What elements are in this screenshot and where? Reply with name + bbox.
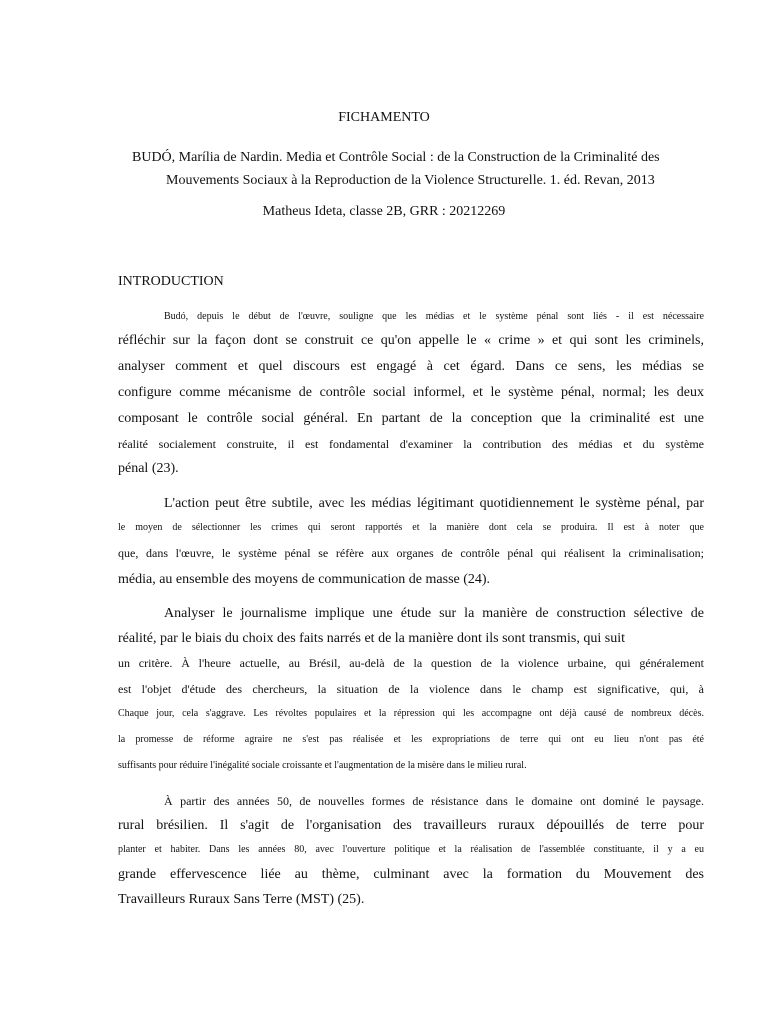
text-line: composant le contrôle social général. En partant de la conception que la criminalité est une xyxy=(118,411,704,426)
text-line: L'action peut être subtile, avec les médias légitimant quotidiennement le système pénal, par xyxy=(164,496,704,511)
text-line: Analyser le journalisme implique une étude sur la manière de construction sélective de xyxy=(164,606,704,621)
text-line: pénal (23). xyxy=(118,461,179,476)
text-line: que, dans l'œuvre, le système pénal se réfère aux organes de contrôle pénal qui réalisent la criminalisation; xyxy=(118,546,704,560)
document-title: FICHAMENTO xyxy=(338,110,430,125)
text-line: planter et habiter. Dans les années 80, avec l'ouverture politique et la réalisation de l'assemblée constituante, il y a eu xyxy=(118,844,704,855)
text-line: réalité socialement construite, il est fondamental d'examiner la contribution des médias et du système xyxy=(118,437,704,451)
text-line: le moyen de sélectionner les crimes qui seront rapportés et la manière dont cela se produira. Il est à noter que xyxy=(118,522,704,533)
text-line: Travailleurs Ruraux Sans Terre (MST) (25). xyxy=(118,892,365,907)
text-line: réfléchir sur la façon dont se construit ce qu'on appelle le « crime » et qui sont les criminels, xyxy=(118,333,704,348)
text-line: un critère. À l'heure actuelle, au Brésil, au-delà de la question de la violence urbaine, qui généralement xyxy=(118,656,704,670)
text-line: média, au ensemble des moyens de communication de masse (24). xyxy=(118,572,491,587)
text-line: réalité, par le biais du choix des faits narrés et de la manière dont ils sont transmis, qui suit xyxy=(118,631,625,646)
text-line: Chaque jour, cela s'aggrave. Les révoltes populaires et la répression qui les accompagne ont déjà causé de nombreux décès. xyxy=(118,708,704,719)
text-line: À partir des années 50, de nouvelles formes de résistance dans le domaine ont dominé le paysage. xyxy=(164,794,704,808)
text-line: configure comme mécanisme de contrôle social informel, et le système pénal, normal; les deux xyxy=(118,385,704,400)
text-line: rural brésilien. Il s'agit de l'organisation des travailleurs ruraux dépouillés de terre pour xyxy=(118,818,704,833)
text-line: la promesse de réforme agraire ne s'est pas réalisée et les expropriations de terre qui ont eu lieu n'ont pas été xyxy=(118,734,704,745)
text-line: suffisants pour réduire l'inégalité sociale croissante et l'augmentation de la misère dans le milieu rural. xyxy=(118,760,527,771)
reference-line-1: BUDÓ, Marília de Nardin. Media et Contrôle Social : de la Construction de la Criminalité des xyxy=(132,150,660,165)
text-line: Budó, depuis le début de l'œuvre, souligne que les médias et le système pénal sont liés - il est nécessaire xyxy=(164,311,704,322)
text-line: est l'objet d'étude des chercheurs, la situation de la violence dans le champ est significative, qui, à xyxy=(118,682,704,696)
section-heading: INTRODUCTION xyxy=(118,274,224,289)
text-line: grande effervescence liée au thème, culminant avec la formation du Mouvement des xyxy=(118,867,704,882)
reference-line-2: Mouvements Sociaux à la Reproduction de la Violence Structurelle. 1. éd. Revan, 2013 xyxy=(166,173,655,188)
text-line: analyser comment et quel discours est engagé à cet égard. Dans ce sens, les médias se xyxy=(118,359,704,374)
author-line: Matheus Ideta, classe 2B, GRR : 20212269 xyxy=(262,204,506,219)
bibliographic-reference xyxy=(132,146,692,192)
